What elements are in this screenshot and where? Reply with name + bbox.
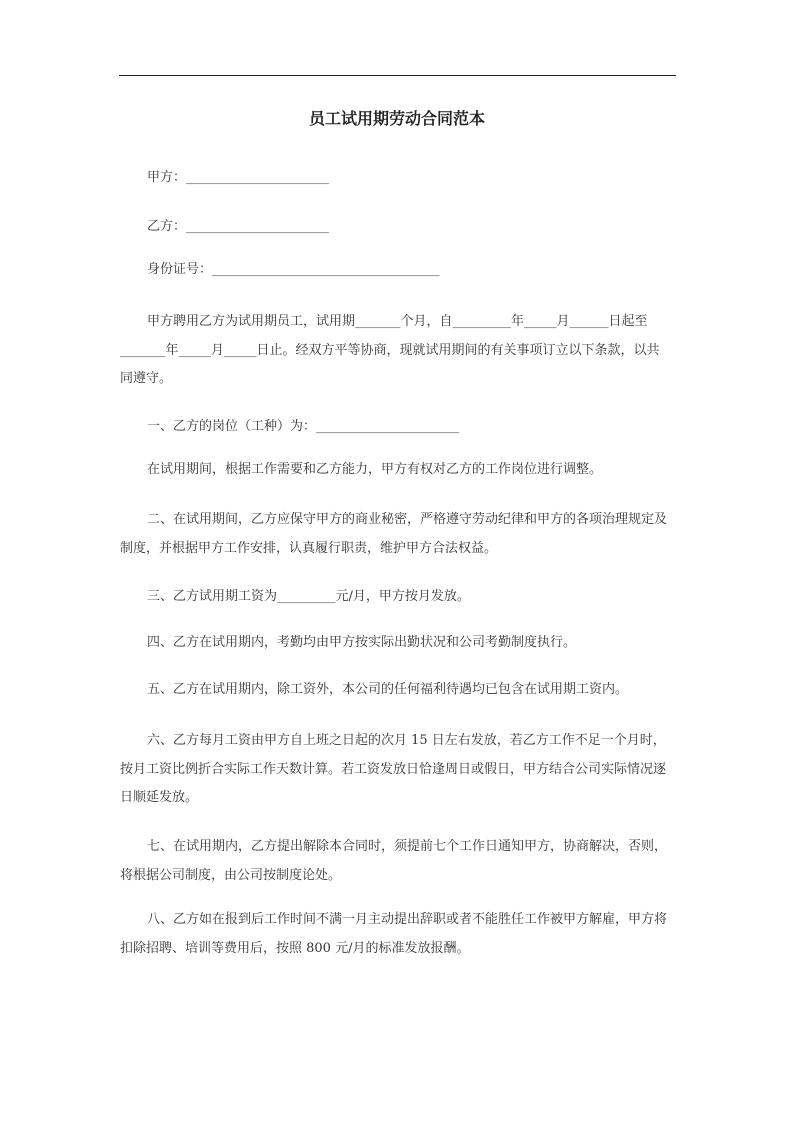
clause-6: 日顺延发放。 <box>120 790 199 805</box>
intro-line: 甲方聘用乙方为试用期员工，试用期_______个月，自_________年_____月______日起至 <box>147 314 648 329</box>
intro-line: 同遵守。 <box>120 371 173 386</box>
clause-6: 六、乙方每月工资由甲方自上班之日起的次月 15 日左右发放，若乙方工作不足一个月时， <box>147 733 666 748</box>
clause-8: 八、乙方如在报到后工作时间不满一月主动提出辞职或者不能胜任工作被甲方解雇，甲方将 <box>147 912 668 927</box>
clause-7: 将根据公司制度，由公司按制度论处。 <box>120 868 342 883</box>
header-rule <box>119 75 676 76</box>
clause-2: 制度，并根据甲方工作安排，认真履行职责，维护甲方合法权益。 <box>120 541 498 556</box>
party-a-field: 甲方：______________________ <box>147 170 330 185</box>
clause-6: 按月工资比例折合实际工作天数计算。若工资发放日恰逢周日或假日，甲方结合公司实际情况逐 <box>120 762 667 777</box>
clause-1: 一、乙方的岗位（工种）为：______________________ <box>147 419 460 434</box>
party-b-field: 乙方：______________________ <box>147 219 330 234</box>
clause-3: 三、乙方试用期工资为_________元/月，甲方按月发放。 <box>147 589 470 604</box>
intro-line: _______年_____月_____日止。经双方平等协商，现就试用期间的有关事项订立以下条款，以共 <box>120 343 660 358</box>
clause-7: 七、在试用期内，乙方提出解除本合同时，须提前七个工作日通知甲方，协商解决，否则， <box>147 839 668 854</box>
id-number-field: 身份证号：___________________________________ <box>147 262 440 277</box>
clause-1-note: 在试用期间，根据工作需要和乙方能力，甲方有权对乙方的工作岗位进行调整。 <box>147 462 603 477</box>
document-title: 员工试用期劳动合同范本 <box>308 109 485 128</box>
clause-4: 四、乙方在试用期内，考勤均由甲方按实际出勤状况和公司考勤制度执行。 <box>147 635 577 650</box>
clause-8: 扣除招聘、培训等费用后，按照 800 元/月的标准发放报酬。 <box>120 941 470 956</box>
clause-2: 二、在试用期间，乙方应保守甲方的商业秘密，严格遵守劳动纪律和甲方的各项治理规定及 <box>147 512 668 527</box>
clause-5: 五、乙方在试用期内，除工资外，本公司的任何福利待遇均已包含在试用期工资内。 <box>147 682 629 697</box>
